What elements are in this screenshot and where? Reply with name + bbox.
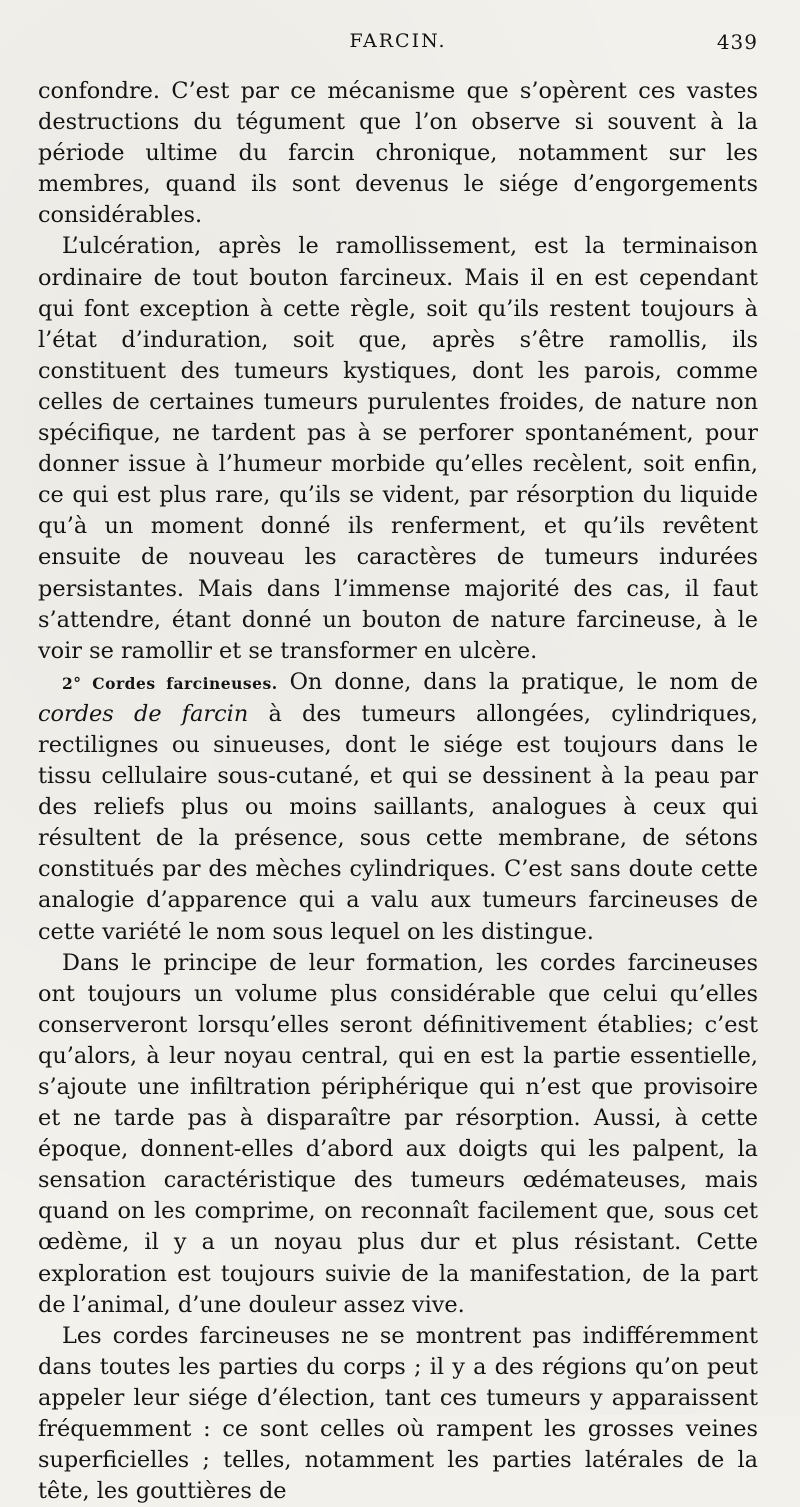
paragraph-5: Les cordes farcineuses ne se montrent pas indifféremment dans toutes les parties du corps ; il y a des régions qu’on peut appeler leur siége d’élection, tant ces tumeurs y apparaissent fréquemment : ce sont celles où rampent les grosses veines superficielles ; telles, notamment les parties latérales de la tête, les gouttières de bbox=[38, 1322, 758, 1505]
italic-term: cordes de farcin bbox=[38, 700, 249, 727]
paragraph-3 bbox=[38, 667, 758, 948]
paragraph-2: L’ulcération, après le ramollissement, est la terminaison ordinaire de tout bouton farcineux. Mais il en est cependant qui font exception à cette règle, soit qu’ils restent toujours à l’état d’induration, soit que, après s’être ramollis, ils constituent des tumeurs kystiques, dont les parois, comme celles de certaines tumeurs purulentes froides, de nature non spécifique, ne tardent pas à se perforer spontanément, pour donner issue à l’humeur morbide qu’elles recèlent, soit enfin, ce qui est plus rare, qu’ils se vident, par résorption du liquide qu’à un moment donné ils renferment, et qu’ils revêtent ensuite de nouveau les caractères de tumeurs indurées persistantes. Mais dans l’immense majorité des cas, il faut s’attendre, étant donné un bouton de nature farcineuse, à le voir se ramollir et se transformer en ulcère. bbox=[38, 233, 758, 664]
body-text bbox=[38, 76, 758, 1507]
paragraph-1: confondre. C’est par ce mécanisme que s’opèrent ces vastes destructions du tégument que l’on observe si souvent à la période ultime du farcin chronique, notamment sur les membres, quand ils sont devenus le siége d’engorgements considérables. bbox=[38, 78, 758, 229]
paragraph-3-text-b: à des tumeurs allongées, cylindriques, rectilignes ou sinueuses, dont le siége est toujours dans le tissu cellulaire sous-cutané, et qui se dessinent à la peau par des reliefs plus ou moins saillants, analogues à ceux qui résultent de la présence, sous cette membrane, de sétons constitués par des mèches cylindriques. C’est sans doute cette analogie d’apparence qui a valu aux tumeurs farcineuses de cette variété le nom sous lequel on les distingue. bbox=[38, 700, 758, 945]
paragraph-3-text-a: On donne, dans la pratique, le nom de bbox=[277, 668, 758, 695]
paragraph-4: Dans le principe de leur formation, les cordes farcineuses ont toujours un volume plus considérable que celui qu’elles conserveront lorsqu’elles seront définitivement établies; c’est qu’alors, à leur noyau central, qui en est la partie essentielle, s’ajoute une infiltration périphérique qui n’est que provisoire et ne tarde pas à disparaître par résorption. Aussi, à cette époque, donnent-elles d’abord aux doigts qui les palpent, la sensation caractéristique des tumeurs œdémateuses, mais quand on les comprime, on reconnaît facilement que, sous cet œdème, il y a un noyau plus dur et plus résistant. Cette exploration est toujours suivie de la manifestation, de la part de l’animal, d’une douleur assez vive. bbox=[38, 949, 758, 1318]
page-header bbox=[38, 30, 758, 62]
section-heading: 2° Cordes farcineuses. bbox=[62, 673, 278, 693]
running-head: FARCIN. bbox=[349, 30, 447, 52]
page-number: 439 bbox=[716, 30, 758, 54]
